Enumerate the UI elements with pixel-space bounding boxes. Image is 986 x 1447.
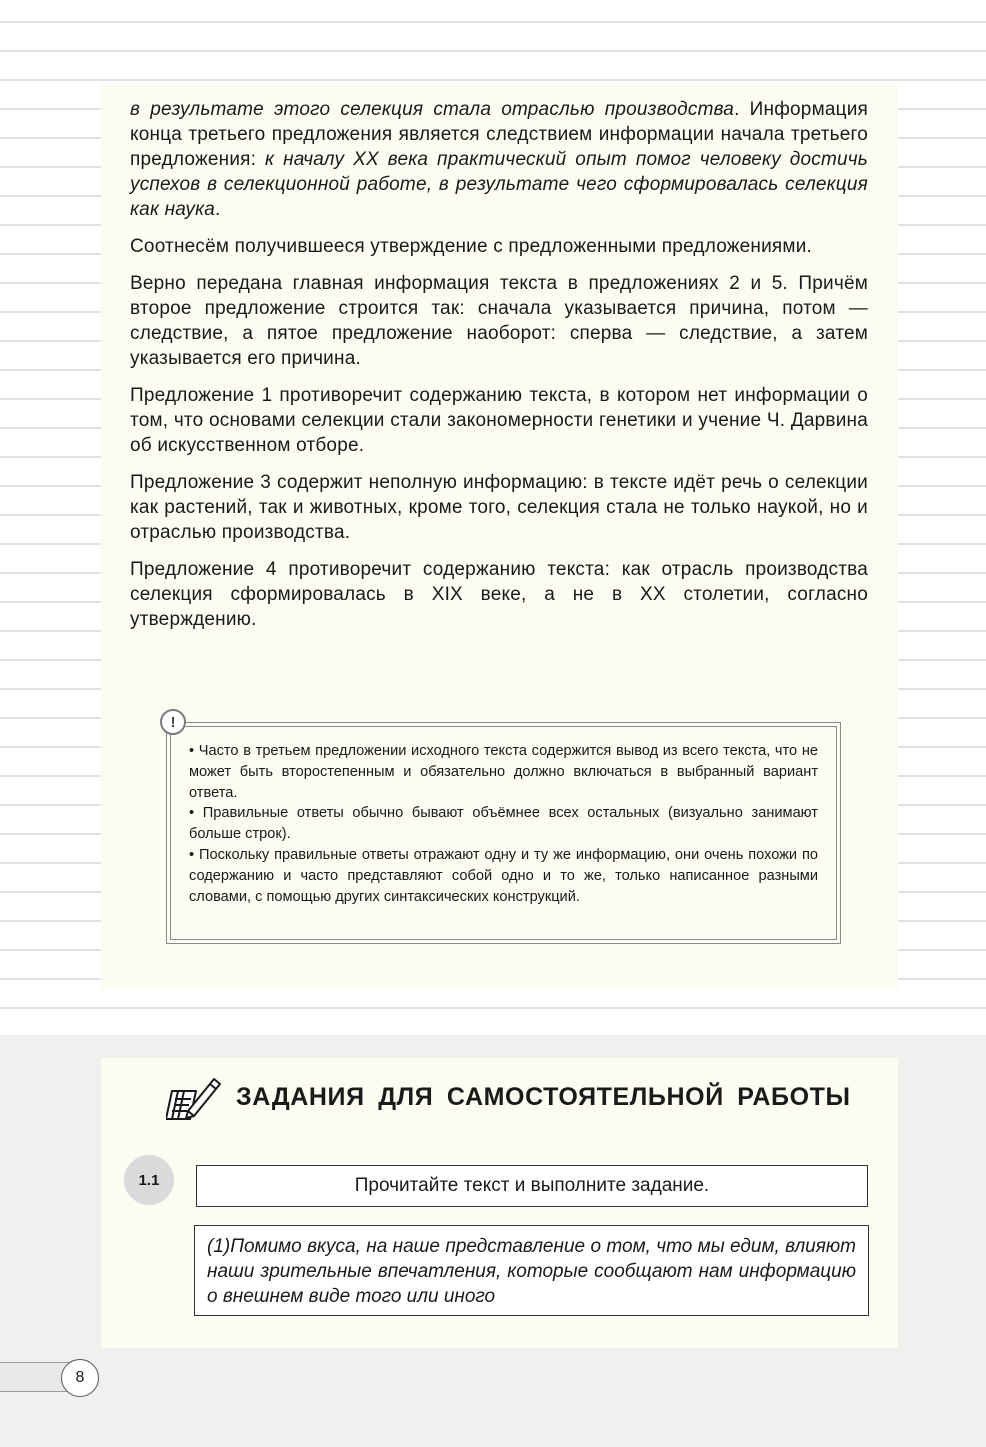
task-instruction: Прочитайте текст и выполните задание. bbox=[196, 1165, 868, 1207]
paragraph-4: Предложение 1 противоречит содержанию текста, в котором нет информации о том, что основами селекции стали закономерности генетики и учение Ч. Дарвина об искусственном отборе. bbox=[130, 385, 868, 456]
paragraph-1-italic-c: к началу XX века практический опыт помог человеку достичь успехов в селекционной работе, в результате чего сформировалась селекция как наука bbox=[130, 149, 868, 220]
pencil-notebook-icon bbox=[166, 1073, 222, 1123]
note-box bbox=[166, 722, 841, 944]
page-number: 8 bbox=[61, 1359, 99, 1397]
paragraph-1-italic-a: в результате этого селекция стала отраслью производства bbox=[130, 99, 735, 120]
paragraph-6: Предложение 4 противоречит содержанию текста: как отрасль производства селекция сформировалась в XIX веке, а не в XX столетии, согласно утверждению. bbox=[130, 559, 868, 630]
exclamation-icon: ! bbox=[160, 709, 186, 735]
explanation-text bbox=[130, 97, 868, 644]
page-tab bbox=[0, 1362, 70, 1392]
paragraph-5: Предложение 3 содержит неполную информацию: в тексте идёт речь о селекции как растений, так и животных, кроме того, селекция стала не только наукой, но и отраслью производства. bbox=[130, 472, 868, 543]
task-passage: (1)Помимо вкуса, на наше представление о том, что мы едим, влияют наши зрительные впечатления, которые сообщают нам информацию о внешнем виде того или иного bbox=[194, 1225, 869, 1316]
tasks-heading: ЗАДАНИЯ ДЛЯ САМОСТОЯТЕЛЬНОЙ РАБОТЫ bbox=[236, 1083, 851, 1111]
note-item: • Правильные ответы обычно бывают объёмнее всех остальных (визуально занимают больше строк). bbox=[189, 805, 818, 843]
note-item: • Поскольку правильные ответы отражают одну и ту же информацию, они очень похожи по содержанию и часто представляют собой одно и то же, только написанное разными словами, с помощью других синтаксических конструкций. bbox=[189, 846, 818, 905]
task-number-badge: 1.1 bbox=[124, 1155, 174, 1205]
note-item: • Часто в третьем предложении исходного текста содержится вывод из всего текста, что не может быть второстепенным и обязательно должно включаться в выбранный вариант ответа. bbox=[189, 743, 818, 801]
note-inner bbox=[170, 726, 837, 940]
paragraph-1-text-b: . Информация конца третьего предложения является следствием информации начала третьего предложения: bbox=[130, 99, 868, 170]
paragraph-3: Верно передана главная информация текста в предложениях 2 и 5. Причём второе предложение строится так: сначала указывается причина, потом — следствие, а пятое предложение наоборот: сперва — следствие, а затем указывается его причина. bbox=[130, 273, 868, 369]
paragraph-1 bbox=[130, 97, 868, 222]
paragraph-2: Соотнесём получившееся утверждение с предложенными предложениями. bbox=[130, 236, 812, 257]
paragraph-1-text-d: . bbox=[215, 199, 221, 220]
